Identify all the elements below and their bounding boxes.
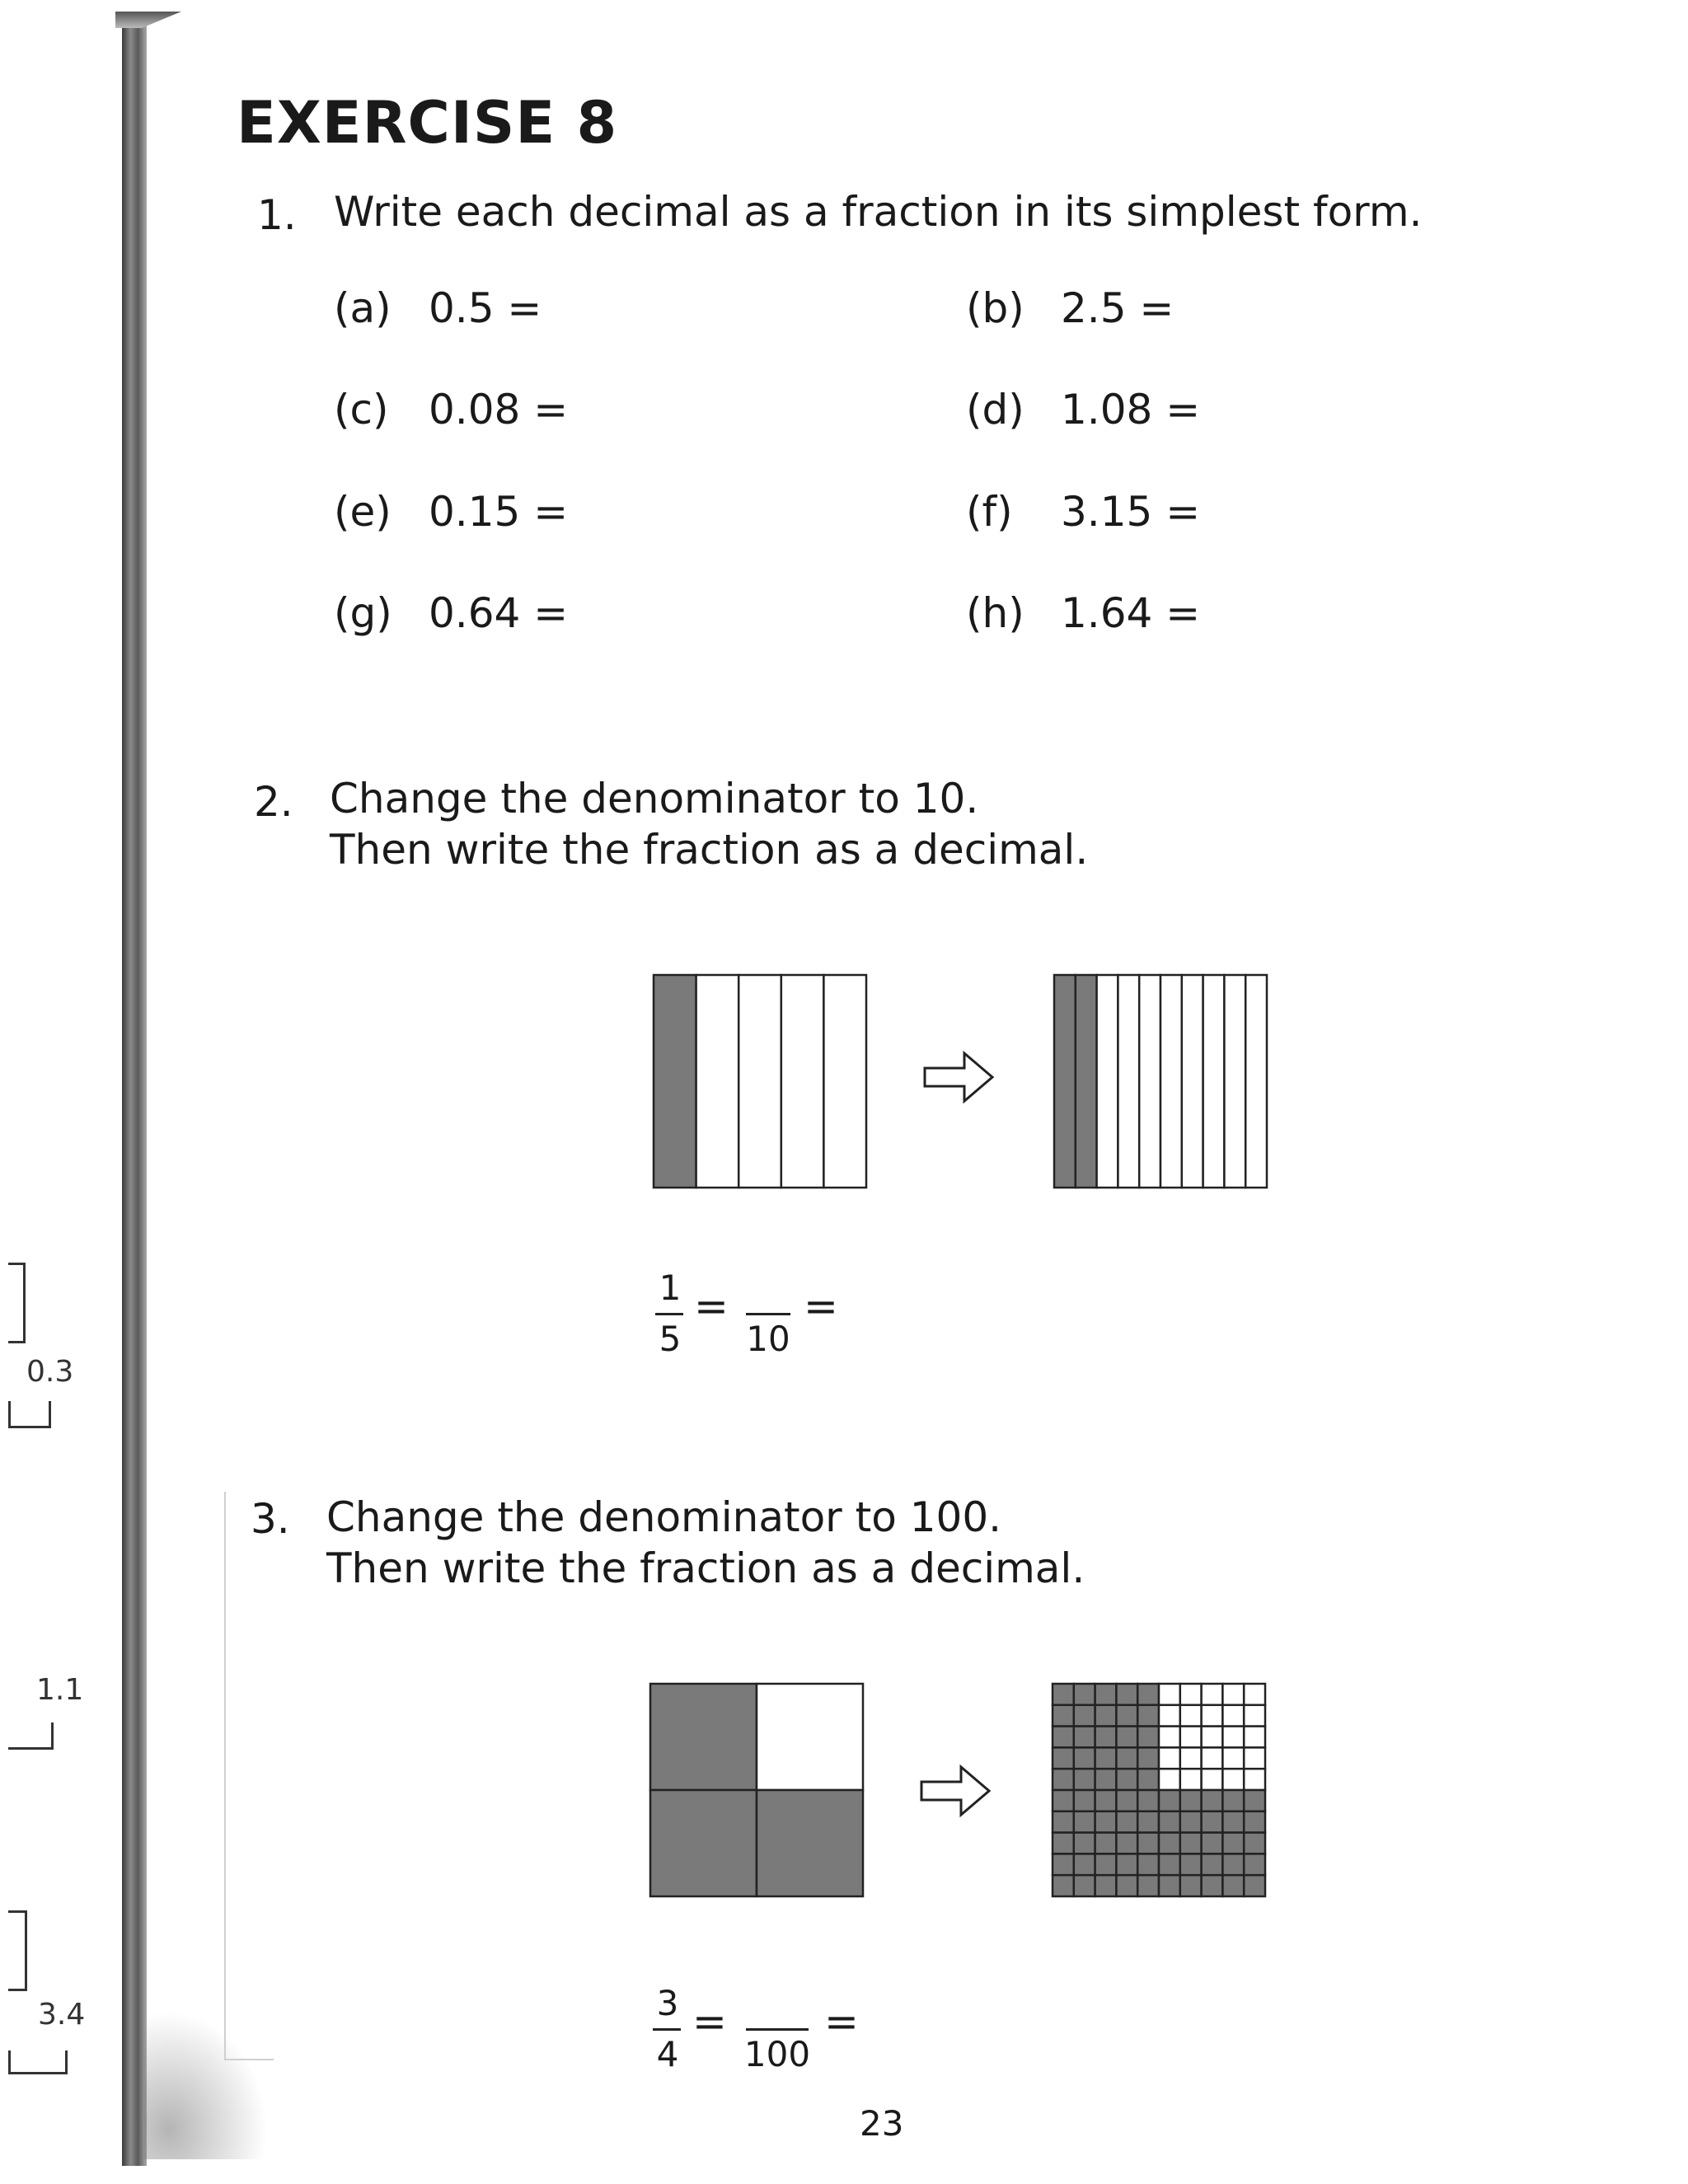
model-cell bbox=[1116, 1811, 1137, 1833]
model-cell bbox=[1095, 1833, 1117, 1854]
model-cell bbox=[1222, 1684, 1244, 1705]
model-strip bbox=[696, 975, 739, 1188]
model-cell bbox=[1180, 1684, 1202, 1705]
item-expression: 1.64 = bbox=[1061, 589, 1201, 637]
model-strip bbox=[1182, 975, 1203, 1188]
page-number: 23 bbox=[860, 2103, 904, 2144]
model-cell bbox=[1074, 1875, 1095, 1896]
model-cell bbox=[1116, 1790, 1137, 1811]
model-strip bbox=[1245, 975, 1267, 1188]
item-expression: 0.5 = bbox=[429, 284, 542, 332]
model-cell bbox=[1074, 1811, 1095, 1833]
fraction-bar bbox=[655, 1313, 683, 1315]
model-cell bbox=[1095, 1747, 1117, 1769]
item-label: (a) bbox=[334, 284, 392, 332]
fifths-model bbox=[651, 972, 869, 1190]
model-cell bbox=[1180, 1727, 1202, 1748]
model-cell bbox=[1222, 1854, 1244, 1875]
model-cell bbox=[1095, 1854, 1117, 1875]
model-cell bbox=[1137, 1833, 1159, 1854]
item-label: (c) bbox=[334, 386, 389, 434]
model-cell bbox=[1095, 1790, 1117, 1811]
model-quarter bbox=[757, 1790, 863, 1896]
model-cell bbox=[1053, 1705, 1074, 1727]
model-strip bbox=[654, 975, 696, 1188]
model-cell bbox=[1159, 1769, 1180, 1790]
model-cell bbox=[1202, 1769, 1223, 1790]
fraction-numerator: 3 bbox=[656, 1983, 679, 2023]
quarters-model bbox=[648, 1681, 865, 1899]
question-3-number: 3. bbox=[251, 1495, 290, 1543]
model-cell bbox=[1202, 1727, 1223, 1748]
item-expression: 2.5 = bbox=[1061, 284, 1175, 332]
question-1-item bbox=[334, 488, 568, 536]
model-cell bbox=[1095, 1705, 1117, 1727]
model-cell bbox=[1095, 1811, 1117, 1833]
model-cell bbox=[1095, 1684, 1117, 1705]
item-expression: 1.08 = bbox=[1061, 386, 1201, 434]
model-cell bbox=[1180, 1769, 1202, 1790]
model-strip bbox=[738, 975, 781, 1188]
question-1-item bbox=[966, 589, 1200, 637]
model-cell bbox=[1244, 1854, 1265, 1875]
spine-top-shadow bbox=[115, 12, 181, 28]
model-strip bbox=[1203, 975, 1225, 1188]
model-cell bbox=[1159, 1854, 1180, 1875]
model-cell bbox=[1222, 1790, 1244, 1811]
answer-blank-numerator bbox=[746, 1313, 790, 1315]
model-cell bbox=[1202, 1875, 1223, 1896]
equals-sign: = bbox=[694, 1282, 729, 1330]
question-1-text: Write each decimal as a fraction in its simplest form. bbox=[334, 188, 1423, 236]
model-cell bbox=[1222, 1747, 1244, 1769]
model-cell bbox=[1095, 1727, 1117, 1748]
model-cell bbox=[1202, 1684, 1223, 1705]
model-cell bbox=[1116, 1747, 1137, 1769]
model-cell bbox=[1159, 1875, 1180, 1896]
model-cell bbox=[1222, 1833, 1244, 1854]
model-cell bbox=[1137, 1790, 1159, 1811]
margin-rule-foot bbox=[224, 2059, 274, 2060]
model-cell bbox=[1180, 1875, 1202, 1896]
margin-bracket-2 bbox=[8, 1401, 51, 1428]
hundredths-model bbox=[1050, 1681, 1268, 1899]
question-1-number: 1. bbox=[257, 191, 297, 239]
model-cell bbox=[1159, 1747, 1180, 1769]
model-cell bbox=[1244, 1875, 1265, 1896]
margin-bracket-4 bbox=[8, 1910, 27, 1991]
model-cell bbox=[1244, 1705, 1265, 1727]
model-cell bbox=[1116, 1833, 1137, 1854]
model-cell bbox=[1053, 1833, 1074, 1854]
model-cell bbox=[1116, 1705, 1137, 1727]
tenths-model bbox=[1052, 972, 1269, 1190]
question-2-line-1: Change the denominator to 10. bbox=[330, 775, 979, 823]
model-cell bbox=[1074, 1684, 1095, 1705]
model-cell bbox=[1244, 1833, 1265, 1854]
model-cell bbox=[1074, 1854, 1095, 1875]
model-cell bbox=[1180, 1854, 1202, 1875]
model-cell bbox=[1137, 1811, 1159, 1833]
model-cell bbox=[1202, 1705, 1223, 1727]
model-cell bbox=[1244, 1684, 1265, 1705]
question-3-line-2: Then write the fraction as a decimal. bbox=[326, 1544, 1085, 1592]
model-cell bbox=[1202, 1790, 1223, 1811]
model-cell bbox=[1095, 1875, 1117, 1896]
model-cell bbox=[1116, 1854, 1137, 1875]
model-cell bbox=[1180, 1833, 1202, 1854]
model-cell bbox=[1202, 1833, 1223, 1854]
model-quarter bbox=[650, 1790, 757, 1896]
item-label: (h) bbox=[966, 589, 1025, 637]
arrow-right-icon bbox=[918, 1762, 992, 1820]
model-cell bbox=[1053, 1769, 1074, 1790]
book-spine bbox=[122, 15, 147, 2166]
question-1-item bbox=[966, 488, 1200, 536]
model-cell bbox=[1202, 1747, 1223, 1769]
item-expression: 0.64 = bbox=[429, 589, 569, 637]
model-cell bbox=[1137, 1705, 1159, 1727]
margin-rule bbox=[224, 1492, 226, 2060]
model-cell bbox=[1222, 1811, 1244, 1833]
question-1-item bbox=[334, 386, 568, 434]
model-cell bbox=[1244, 1769, 1265, 1790]
model-cell bbox=[1180, 1705, 1202, 1727]
equals-sign: = bbox=[824, 1998, 859, 2046]
arrow-right-icon bbox=[921, 1048, 996, 1106]
model-cell bbox=[1222, 1705, 1244, 1727]
model-strip bbox=[1139, 975, 1160, 1188]
model-cell bbox=[1222, 1727, 1244, 1748]
model-cell bbox=[1053, 1811, 1074, 1833]
model-cell bbox=[1074, 1747, 1095, 1769]
model-cell bbox=[1074, 1790, 1095, 1811]
model-cell bbox=[1116, 1684, 1137, 1705]
model-strip bbox=[1118, 975, 1139, 1188]
model-cell bbox=[1202, 1854, 1223, 1875]
model-cell bbox=[1244, 1727, 1265, 1748]
model-strip bbox=[1160, 975, 1182, 1188]
model-cell bbox=[1116, 1875, 1137, 1896]
margin-bracket-1 bbox=[8, 1263, 26, 1343]
fraction-denominator: 4 bbox=[656, 2034, 679, 2074]
model-cell bbox=[1222, 1875, 1244, 1896]
model-strip bbox=[1097, 975, 1118, 1188]
model-cell bbox=[1053, 1747, 1074, 1769]
item-label: (b) bbox=[966, 284, 1025, 332]
model-cell bbox=[1202, 1811, 1223, 1833]
model-cell bbox=[1137, 1684, 1159, 1705]
model-cell bbox=[1137, 1875, 1159, 1896]
item-expression: 0.08 = bbox=[429, 386, 569, 434]
item-label: (e) bbox=[334, 488, 392, 536]
model-cell bbox=[1137, 1854, 1159, 1875]
model-cell bbox=[1053, 1790, 1074, 1811]
model-strip bbox=[1054, 975, 1076, 1188]
question-2-line-2: Then write the fraction as a decimal. bbox=[330, 826, 1089, 874]
item-label: (f) bbox=[966, 488, 1013, 536]
model-cell bbox=[1116, 1727, 1137, 1748]
question-1-item bbox=[334, 284, 542, 332]
model-cell bbox=[1222, 1769, 1244, 1790]
question-3-line-1: Change the denominator to 100. bbox=[326, 1493, 1002, 1541]
model-cell bbox=[1244, 1790, 1265, 1811]
model-cell bbox=[1244, 1747, 1265, 1769]
model-cell bbox=[1159, 1833, 1180, 1854]
question-1-item bbox=[966, 386, 1200, 434]
model-strip bbox=[823, 975, 866, 1188]
model-cell bbox=[1159, 1790, 1180, 1811]
model-cell bbox=[1180, 1811, 1202, 1833]
model-cell bbox=[1159, 1705, 1180, 1727]
model-strip bbox=[1224, 975, 1245, 1188]
model-cell bbox=[1180, 1790, 1202, 1811]
margin-note: 1.1 bbox=[36, 1673, 84, 1707]
model-cell bbox=[1074, 1769, 1095, 1790]
fraction-denominator: 5 bbox=[659, 1319, 682, 1359]
answer-blank-numerator bbox=[746, 2028, 809, 2031]
question-2-number: 2. bbox=[254, 778, 293, 826]
model-cell bbox=[1137, 1727, 1159, 1748]
exercise-title: EXERCISE 8 bbox=[237, 89, 618, 157]
item-expression: 3.15 = bbox=[1061, 488, 1201, 536]
target-denominator: 10 bbox=[746, 1319, 790, 1359]
question-1-item bbox=[966, 284, 1174, 332]
model-cell bbox=[1053, 1854, 1074, 1875]
model-cell bbox=[1074, 1833, 1095, 1854]
margin-note: 3.4 bbox=[38, 1998, 86, 2032]
model-cell bbox=[1159, 1727, 1180, 1748]
model-cell bbox=[1095, 1769, 1117, 1790]
model-cell bbox=[1116, 1769, 1137, 1790]
item-label: (g) bbox=[334, 589, 392, 637]
model-cell bbox=[1137, 1747, 1159, 1769]
model-cell bbox=[1244, 1811, 1265, 1833]
model-cell bbox=[1180, 1747, 1202, 1769]
model-cell bbox=[1074, 1727, 1095, 1748]
fraction-numerator: 1 bbox=[659, 1268, 682, 1308]
page-smudge bbox=[144, 2011, 268, 2159]
model-cell bbox=[1159, 1811, 1180, 1833]
model-cell bbox=[1074, 1705, 1095, 1727]
fraction-bar bbox=[653, 2028, 681, 2031]
model-cell bbox=[1137, 1769, 1159, 1790]
model-quarter bbox=[757, 1684, 863, 1790]
item-label: (d) bbox=[966, 386, 1025, 434]
model-quarter bbox=[650, 1684, 757, 1790]
model-cell bbox=[1053, 1684, 1074, 1705]
target-denominator: 100 bbox=[743, 2034, 811, 2074]
equals-sign: = bbox=[692, 1998, 727, 2046]
model-cell bbox=[1053, 1875, 1074, 1896]
margin-bracket-3 bbox=[8, 1722, 54, 1750]
model-strip bbox=[1076, 975, 1097, 1188]
model-cell bbox=[1159, 1684, 1180, 1705]
item-expression: 0.15 = bbox=[429, 488, 569, 536]
model-cell bbox=[1053, 1727, 1074, 1748]
margin-note: 0.3 bbox=[26, 1355, 74, 1389]
equals-sign: = bbox=[804, 1282, 838, 1330]
model-strip bbox=[781, 975, 824, 1188]
question-1-item bbox=[334, 589, 568, 637]
margin-bracket-5 bbox=[8, 2050, 68, 2074]
